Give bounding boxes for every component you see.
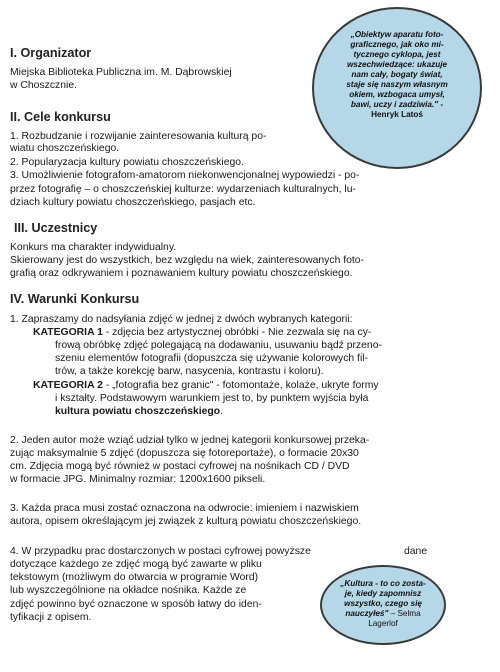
- cele-line-5: przez fotografię – o choszczeńskiej kulturze: wydarzeniach kulturalnych, lu-: [10, 184, 356, 195]
- section-heading-organizator: I. Organizator: [10, 46, 92, 60]
- kategoria-1-label: KATEGORIA 1: [33, 327, 103, 338]
- warunki-4-line-1-end: dane: [404, 546, 428, 557]
- organizator-line-2: w Choszcznie.: [10, 80, 77, 91]
- cele-line-4: 3. Umożliwienie fotografom-amatorom niekonwencjonalnej wypowiedzi - po-: [10, 170, 360, 181]
- quote-bottom-italic: nauczyłeś": [345, 609, 389, 618]
- quote-top-line-7: okiem, wzbogaca umysł,: [349, 90, 445, 99]
- quote-bottom-author: Lagerlof: [368, 619, 398, 628]
- quote-top-line-4: wszechwiedzące: ukazuje: [346, 60, 448, 69]
- quote-bottom-line-2: je, kiedy zapomnisz: [344, 589, 422, 598]
- kategoria-1-line-3: szeniu elementów fotografii (dopuszcza się używanie kolorowych fil-: [55, 353, 369, 364]
- kategoria-2-line-3: [55, 406, 223, 418]
- cele-line-1: 1. Rozbudzanie i rozwijanie zainteresowania kulturą po-: [10, 131, 267, 142]
- warunki-2-line-3: cm. Zdjęcia mogą być również w postaci cyfrowej na nośnikach CD / DVD: [10, 461, 350, 472]
- kategoria-2-text: - „fotografia bez granic" - fotomontaże, kolaże, ukryte formy: [102, 380, 379, 391]
- cele-line-3: 2. Popularyzacja kultury powiatu choszczeńskiego.: [10, 157, 244, 168]
- warunki-2-line-4: w formacie JPG. Minimalny rozmiar: 1200x1600 pikseli.: [10, 474, 266, 485]
- section-heading-warunki: IV. Warunki Konkursu: [10, 292, 140, 306]
- warunki-4-line-3: tekstowym (możliwym do otwarcia w programie Word): [10, 572, 259, 583]
- warunki-4-line-5: zdjęć powinno być oznaczone w sposób łatwy do iden-: [10, 599, 262, 610]
- quote-top-author: Henryk Latoś: [371, 110, 423, 119]
- quote-bottom-line-1: „Kultura - to co zosta-: [340, 579, 426, 588]
- warunki-3-line-2: autora, opisem określającym jej związek z kulturą powiatu choszczeńskiego.: [10, 516, 362, 527]
- kategoria-1-text: - zdjęcia bez artystycznej obróbki - Nie zezwala się na cy-: [102, 327, 372, 338]
- quote-top-line-2: graficznego, jak oko mi-: [350, 40, 444, 49]
- cele-line-6: dziach kultury powiatu choszczeńskiego, pasjach etc.: [10, 197, 256, 208]
- quote-top-line-5: nam cały, bogaty świat,: [351, 70, 443, 79]
- quote-top-line-3: tycznego cyklopa, jest: [353, 50, 441, 59]
- quote-top-line-6: staje się naszym własnym: [346, 80, 448, 89]
- kategoria-1-line-4: trów, a także korekcję barw, nasycenia, kontrastu i koloru).: [55, 366, 324, 377]
- section-heading-cele: II. Cele konkursu: [10, 110, 111, 124]
- quote-bottom-line-4: [320, 609, 446, 619]
- warunki-intro: 1. Zapraszamy do nadsyłania zdjęć w jednej z dwóch wybranych kategorii:: [10, 314, 353, 325]
- kategoria-2-label: KATEGORIA 2: [33, 380, 103, 391]
- quote-top-line-8: bawi, uczy i zadziwia." -: [350, 100, 444, 109]
- quote-bottom-line-3: wszystko, czego się: [344, 599, 422, 608]
- warunki-4-line-1: 4. W przypadku prac dostarczonych w postaci cyfrowej powyższe: [10, 546, 311, 557]
- cele-line-2: wiatu choszczeńskiego.: [10, 143, 120, 154]
- uczestnicy-line-2: Skierowany jest do wszystkich, bez względu na wiek, zainteresowanych foto-: [10, 255, 365, 266]
- kategoria-1-line-1: [33, 327, 371, 339]
- kategoria-2-bold: kultura powiatu choszczeńskiego: [55, 406, 221, 417]
- warunki-2-line-2: zując maksymalnie 5 zdjęć (dopuszcza się fotoreportaże), o formacie 20x30: [10, 448, 359, 459]
- warunki-2-line-1: 2. Jeden autor może wziąć udział tylko w jednej kategorii konkursowej przeka-: [10, 435, 370, 446]
- kategoria-2-line-2: i kształty. Podstawowym warunkiem jest to, by punktem wyjścia była: [55, 393, 369, 404]
- kategoria-2-line-1: [33, 380, 379, 392]
- quote-bottom-rest: – Selma: [388, 609, 421, 618]
- warunki-4-line-6: tyfikacji z opisem.: [10, 612, 92, 623]
- kategoria-2-end: .: [220, 406, 224, 417]
- kategoria-1-line-2: frową obróbkę zdjęć polegającą na dodawaniu, usuwaniu bądź przeno-: [55, 340, 382, 351]
- quote-top-line-1: „Obiektyw aparatu foto-: [350, 30, 444, 39]
- warunki-4-line-4: lub wyszczególnione na okładce nośnika. Każde ze: [10, 585, 247, 596]
- uczestnicy-line-3: grafią oraz odkrywaniem i poznawaniem kultury powiatu choszczeńskiego.: [10, 268, 353, 279]
- organizator-line-1: Miejska Biblioteka Publiczna im. M. Dąbrowskiej: [10, 67, 232, 78]
- warunki-3-line-1: 3. Każda praca musi zostać oznaczona na odwrocie: imieniem i nazwiskiem: [10, 503, 359, 514]
- section-heading-uczestnicy: III. Uczestnicy: [14, 221, 98, 235]
- uczestnicy-line-1: Konkurs ma charakter indywidualny.: [10, 242, 177, 253]
- warunki-4-line-2: dotyczące każdego ze zdjęć mogą być zawarte w pliku: [10, 559, 262, 570]
